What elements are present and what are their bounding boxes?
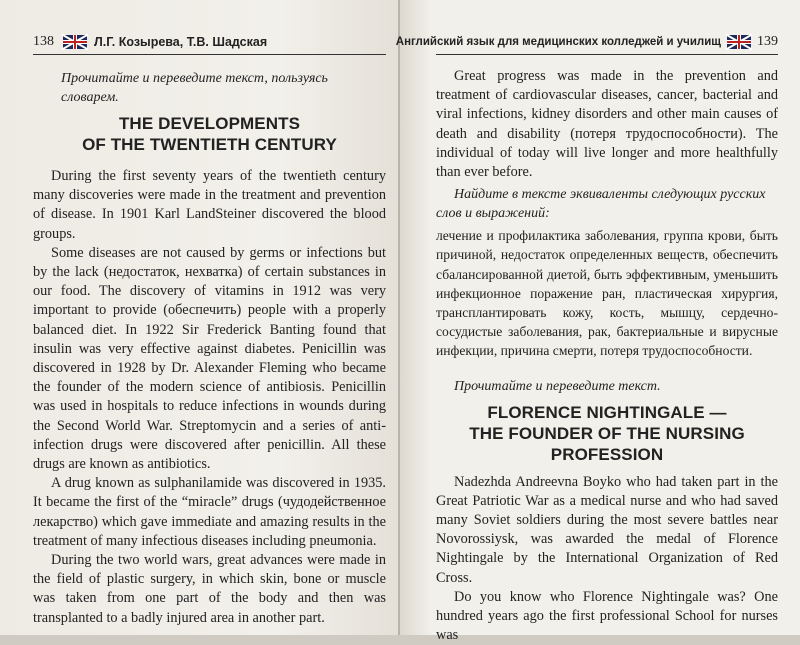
right-running-header [395,30,778,55]
left-paragraph-3: A drug known as sulphanilamide was discovered in 1935. It became the first of the “miracle” drugs (чудодейственное лекарство) which gave immediate and amazing results in the treatment of many infectious diseases including pneumonia. [33,475,386,549]
right-title-line3: PROFESSION [550,444,664,464]
right-paragraph-top: Great progress was made in the prevention and treatment of cardiovascular diseases, cancer, bacterial and viral infections, kidney disorders and other main causes of death and disability (потеря трудоспособности). The individual of today will live longer and more healthfully than ever before. [436,68,778,181]
right-instruction-2: Прочитайте и переведите текст. [454,378,661,394]
right-paragraph-2: Do you know who Florence Nightingale was? One hundred years ago the first professional School for nurses was [436,588,778,644]
left-title-line1: THE DEVELOPMENTS [118,114,301,133]
uk-flag-icon [63,35,87,49]
left-header-authors: Л.Г. Козырева, Т.В. Шадская [94,35,268,49]
right-page [395,0,800,644]
left-paragraph-2: Some diseases are not caused by germs or infections but by the lack (недостаток, нехватка) of certain substances in our food. The discovery of vitamins in 1912 was very important to provide (обеспечить) people with a properly balanced diet. In 1922 Sir Frederick Banting found that insulin was very effective against diabetes. Penicillin was discovered in 1928 by Dr. Alexander Fleming who became the founder of the modern science of antibiosis. Penicillin was used in hospitals to reduce infections in wounds during the Second World War. Streptomycin and a series of anti-infection drugs were discovered after penicillin. All these drugs are known as antibiotics. [33,244,386,473]
russian-word-list: лечение и профилактика заболевания, группа крови, быть причиной, недостаток определенных веществ, обеспечить сбалансированной диетой, быть эффективным, уменьшить инфекционное поражение ран, пластическая хирургия, трансплантировать кожу, кость, мышцу, сердечно-сосудистые заболевания, рак, бактериальные и вирусные инфекции, причина смерти, потеря трудоспособности. [436,228,778,359]
left-paragraph-4: During the two world wars, great advances were made in the field of plastic surgery, in which skin, bone or muscle was taken from one part of the body and then was transplanted to a badly injured area in another part. [33,552,386,626]
right-instruction-1: Найдите в тексте эквиваленты следующих русских слов и выражений: [436,187,766,222]
uk-flag-icon [727,35,751,49]
left-instruction: Прочитайте и переведите текст, пользуясь словарем. [61,71,328,105]
left-title-line2: OF THE TWENTIETH CENTURY [82,135,337,154]
left-paragraph-1: During the first seventy years of the twentieth century many discoveries were made in the treatment and prevention of disease. In 1901 Karl LandSteiner discovered the blood groups. [33,168,386,242]
right-header-title: Английский язык для медицинских колледжей и училищ [395,36,721,48]
right-title-line2: THE FOUNDER OF THE NURSING [469,423,745,443]
right-paragraph-1: Nadezhda Andreevna Boyko who had taken part in the Great Patriotic War as a medical nurse and who had saved many Soviet soldiers during the most severe battles near Novorossiysk, was awarded the medal of Florence Nightingale by the International Organization of Red Cross. [436,473,778,586]
left-page [0,0,400,635]
right-title-line1: FLORENCE NIGHTINGALE — [487,402,727,422]
left-page-number: 138 [33,34,54,49]
left-running-header [33,30,386,55]
right-page-number: 139 [757,34,778,49]
